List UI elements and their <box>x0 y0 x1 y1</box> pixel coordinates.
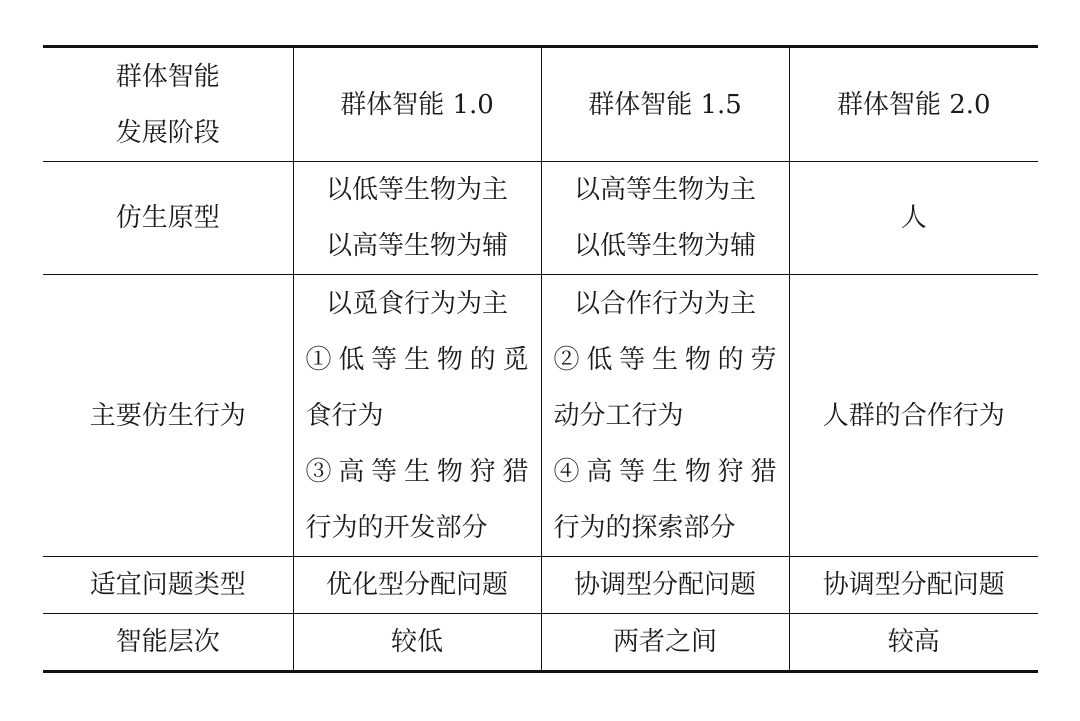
cell-line: 以高等生物为辅 <box>325 231 508 261</box>
cell-line: ①低等生物的觅 <box>305 344 529 375</box>
table-row-problem-type <box>43 557 1038 614</box>
table-header-row <box>43 47 1038 162</box>
table-cell <box>789 275 1038 557</box>
table-cell <box>541 275 789 557</box>
cell-line: 以低等生物为主 <box>325 175 508 205</box>
cell-line: 行为的探索部分 <box>553 512 736 543</box>
row-label: 主要仿生行为 <box>43 275 293 557</box>
header-stage-1-5: 群体智能 1.5 <box>541 47 789 162</box>
row-label: 仿生原型 <box>43 162 293 275</box>
header-stage-1-0: 群体智能 1.0 <box>293 47 541 162</box>
table-cell <box>541 162 789 275</box>
table-cell: 协调型分配问题 <box>541 557 789 614</box>
header-label-line: 发展阶段 <box>115 117 220 148</box>
table-row-intelligence-level <box>43 614 1038 672</box>
table-cell: 两者之间 <box>541 614 789 672</box>
row-label: 适宜问题类型 <box>43 557 293 614</box>
header-label-line: 群体智能 <box>115 61 220 92</box>
table-row-behavior <box>43 275 1038 557</box>
cell-line: ④高等生物狩猎 <box>553 456 777 487</box>
table-cell: 较高 <box>789 614 1038 672</box>
table-row-prototype <box>43 162 1038 275</box>
cell-line: 食行为 <box>305 400 384 431</box>
table-cell: 优化型分配问题 <box>293 557 541 614</box>
header-stage-2-0: 群体智能 2.0 <box>789 47 1038 162</box>
cell-line: 以觅食行为为主 <box>325 288 508 319</box>
cell-line: 动分工行为 <box>553 400 684 431</box>
table-cell <box>293 275 541 557</box>
cell-line: 以低等生物为辅 <box>573 231 756 261</box>
table-cell <box>789 162 1038 275</box>
table-cell <box>293 162 541 275</box>
cell-line: 人 <box>900 203 927 233</box>
cell-line: 行为的开发部分 <box>305 512 488 543</box>
table-cell: 协调型分配问题 <box>789 557 1038 614</box>
cell-line: 人群的合作行为 <box>822 400 1005 431</box>
cell-line: 以合作行为为主 <box>573 288 756 319</box>
header-label-cell <box>43 47 293 162</box>
cell-line: ③高等生物狩猎 <box>305 456 529 487</box>
row-label: 智能层次 <box>43 614 293 672</box>
cell-line: 以高等生物为主 <box>573 175 756 205</box>
table-cell: 较低 <box>293 614 541 672</box>
cell-line: ②低等生物的劳 <box>553 344 777 375</box>
comparison-table <box>43 45 1038 673</box>
